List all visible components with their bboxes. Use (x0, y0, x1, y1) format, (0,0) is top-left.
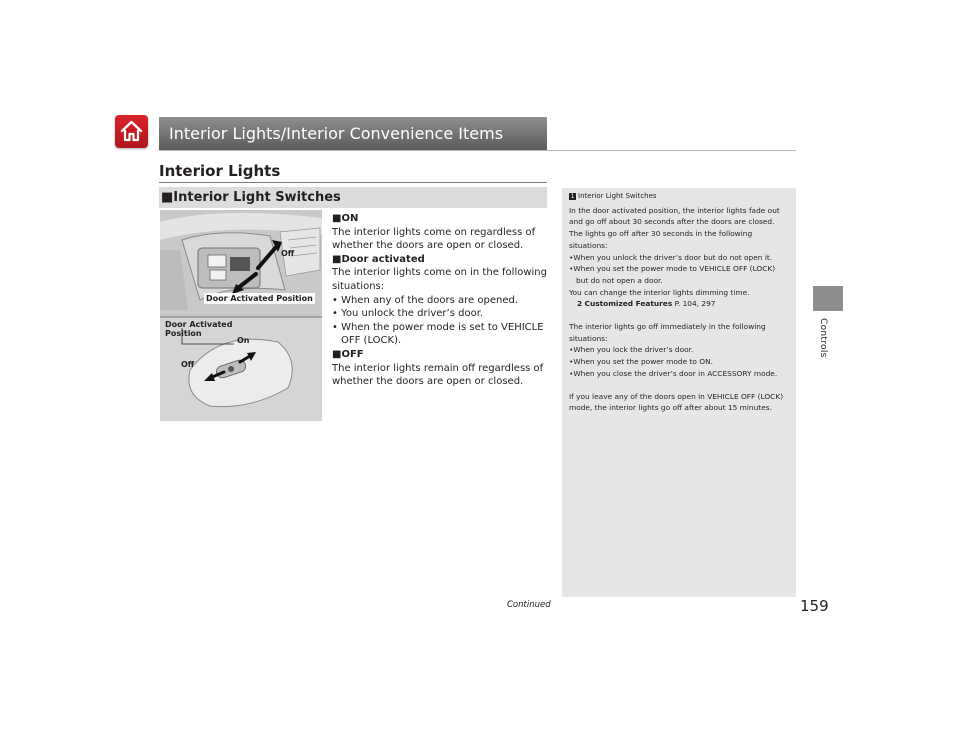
spacer (569, 310, 789, 321)
notes-bullet: •When you set the power mode to VEHICLE OFF (LOCK) but do not open a door. (569, 264, 776, 285)
subsection-heading (159, 187, 547, 208)
switch-descriptions (332, 212, 547, 389)
section-title: Interior Lights/Interior Convenience Items (159, 117, 547, 150)
page-number: 159 (800, 597, 829, 615)
title-rule (159, 182, 547, 183)
interior-light-switch-figure (160, 210, 322, 421)
note-icon: 1 (570, 193, 575, 201)
notes-bullet: •When you set the power mode to ON. (569, 357, 713, 367)
notes-bullet: •When you unlock the driver’s door but do not open it. (569, 252, 773, 262)
notes-title-row (569, 191, 789, 203)
door-activated-description: The interior lights come on in the following situations: (332, 267, 547, 292)
reference-title: Customized Features (584, 299, 673, 309)
cross-reference-link[interactable] (569, 298, 789, 310)
side-tab-marker[interactable] (813, 286, 843, 311)
notes-bullet: •When you lock the driver’s door. (569, 345, 694, 355)
off-heading: ■OFF (332, 348, 364, 360)
spacer (569, 380, 789, 391)
interior-light-switch-illustration (160, 210, 322, 421)
page-title: Interior Lights (159, 162, 281, 180)
door-activated-bullet: • When any of the doors are opened. (332, 294, 519, 306)
reference-pages: P. 104, 297 (672, 299, 716, 309)
door-activated-bullet: • You unlock the driver’s door. (332, 308, 484, 320)
reference-arrow-icon: 2 (577, 299, 583, 309)
notes-paragraph: You can change the interior lights dimming time. (569, 287, 750, 297)
continued-label: Continued (507, 600, 551, 610)
notes-paragraph: In the door activated position, the interior lights fade out and go off about 30 seconds after the doors are closed. The lights go off after 30 seconds in the following situations: (569, 205, 780, 250)
figure-label-off-bottom: Off (181, 360, 195, 369)
notes-sidebar (562, 188, 796, 597)
figure-label-door-activated-bottom: Door Activated Position (165, 320, 233, 338)
notes-bullet: •When you close the driver’s door in ACCESSORY mode. (569, 368, 778, 378)
notes-paragraph: The interior lights go off immediately in the following situations: (569, 322, 766, 343)
subsection-title: Interior Light Switches (173, 190, 341, 205)
on-heading: ■ON (332, 213, 359, 224)
subsection-marker: ■ (161, 190, 174, 205)
home-icon (119, 119, 144, 144)
notes-paragraph: If you leave any of the doors open in VEHICLE OFF (LOCK) mode, the interior lights go off after about 15 minutes. (569, 391, 784, 413)
figure-label-on: On (237, 336, 250, 345)
side-tab-label: Controls (818, 318, 828, 358)
off-description: The interior lights remain off regardless of whether the doors are open or closed. (332, 362, 544, 388)
door-activated-heading: ■Door activated (332, 253, 425, 265)
home-button[interactable] (115, 115, 148, 148)
banner-rule (159, 150, 796, 151)
on-description: The interior lights come on regardless of whether the doors are open or closed. (332, 226, 536, 252)
door-activated-bullet: • When the power mode is set to VEHICLE OFF (LOCK). (332, 321, 544, 347)
notes-title: Interior Light Switches (578, 192, 657, 200)
figure-label-door-activated-top: Door Activated Position (206, 294, 313, 303)
figure-label-off-top: Off (281, 249, 295, 258)
